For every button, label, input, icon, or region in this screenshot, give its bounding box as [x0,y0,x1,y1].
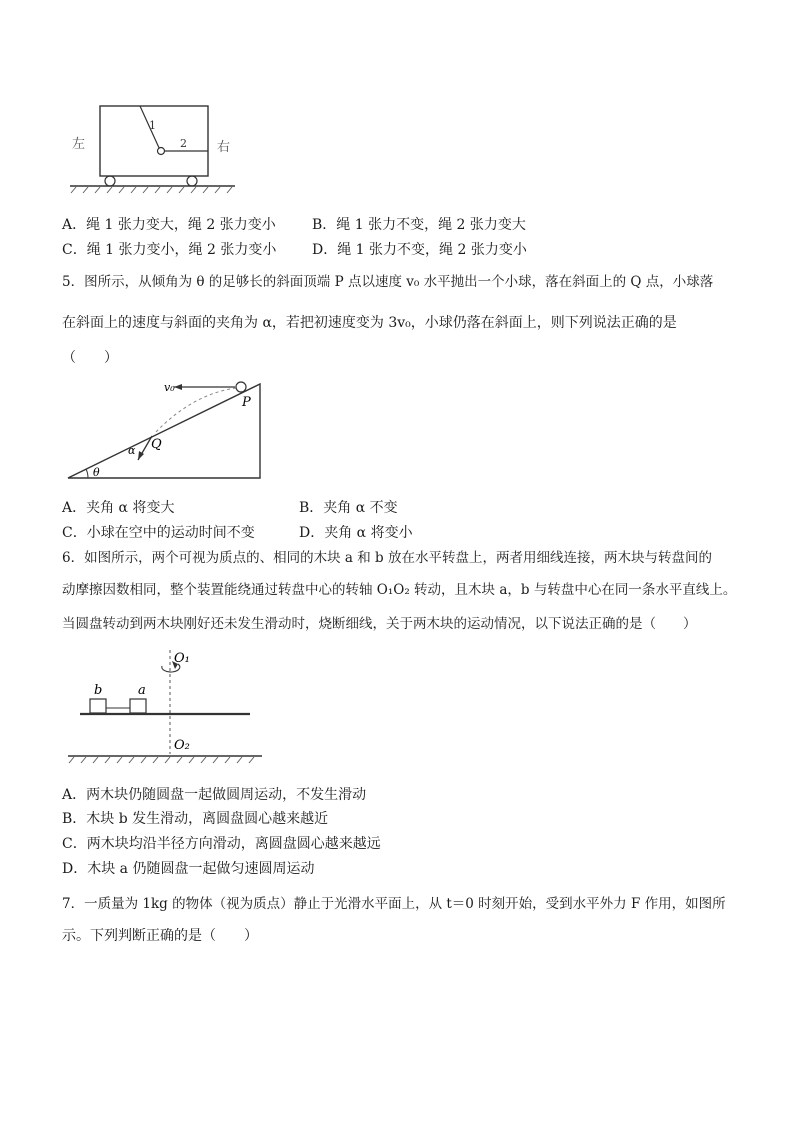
q5-option-d: D．夹角 α 将变小 [299,525,413,541]
q7-text-line2: 示。下列判断正确的是（ ） [62,928,258,944]
label-a: a [138,683,146,698]
q5-option-b: B．夹角 α 不变 [299,500,398,516]
label-theta: θ [93,466,100,479]
q6-option-d: D．木块 a 仍随圆盘一起做匀速圆周运动 [62,861,315,877]
label-rope2: 2 [180,137,187,150]
q6-option-c: C．两木块均沿半径方向滑动，离圆盘圆心越来越远 [62,836,381,852]
label-alpha: α [128,444,136,457]
q6-option-b: B．木块 b 发生滑动，离圆盘圆心越来越近 [62,811,329,827]
cart-figure [60,98,250,194]
q7-text-line1: 7．一质量为 1kg 的物体（视为质点）静止于光滑水平面上，从 t＝0 时刻开始，受到水平外力 F 作用，如图所 [62,896,726,912]
q5-text-line2: 在斜面上的速度与斜面的夹角为 α，若把初速度变为 3v₀，小球仍落在斜面上，则下列说法正确的是 [62,315,677,331]
label-p: P [242,395,251,410]
q5-option-a: A．夹角 α 将变大 [62,500,175,516]
q5-text-line1: 5．图所示，从倾角为 θ 的足够长的斜面顶端 P 点以速度 v₀ 水平抛出一个小球，落在斜面上的 Q 点，小球落 [62,274,714,290]
q4-option-a: A．绳 1 张力变大，绳 2 张力变小 [62,217,276,233]
q4-option-d: D．绳 1 张力不变，绳 2 张力变小 [312,242,527,258]
q6-option-a: A．两木块仍随圆盘一起做圆周运动，不发生滑动 [62,787,367,803]
label-o1: O₁ [174,651,190,666]
label-left: 左 [72,137,86,152]
q4-option-b: B．绳 1 张力不变，绳 2 张力变大 [312,217,526,233]
label-right: 右 [217,140,231,155]
q5-option-c: C．小球在空中的运动时间不变 [62,525,255,541]
label-b: b [94,683,103,698]
label-v0: v₀ [164,381,175,394]
q6-text-line2: 动摩擦因数相同，整个装置能绕通过转盘中心的转轴 O₁O₂ 转动，且木块 a，b 与转盘中心在同一条水平直线上。 [62,582,737,598]
label-q: Q [151,437,162,452]
label-rope1: 1 [149,119,156,132]
label-o2: O₂ [174,738,190,753]
incline-figure [62,374,272,484]
turntable-figure [62,646,272,766]
q5-text-line3: （ ） [62,350,118,366]
q6-text-line1: 6．如图所示，两个可视为质点的、相同的木块 a 和 b 放在水平转盘上，两者用细线连接，两木块与转盘间的 [62,550,712,566]
q4-option-c: C．绳 1 张力变小，绳 2 张力变小 [62,242,277,258]
q6-text-line3: 当圆盘转动到两木块刚好还未发生滑动时，烧断细线，关于两木块的运动情况，以下说法正确的是（ ） [62,616,697,632]
